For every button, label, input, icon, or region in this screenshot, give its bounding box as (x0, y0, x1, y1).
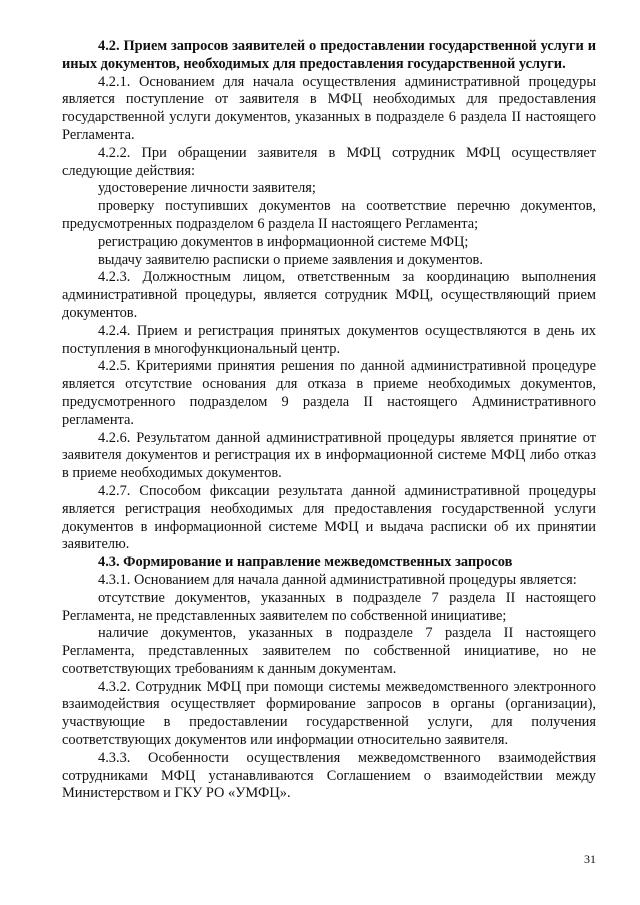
paragraph-4-3-2: 4.3.2. Сотрудник МФЦ при помощи системы межведомственного электронного взаимодействия осуществляет формирование запросов в органы (организации), участвующие в предоставлении государственной услуги, для получения соответствующих документов или информации относительно заявителя. (62, 678, 596, 749)
paragraph-4-3-3: 4.3.3. Особенности осуществления межведомственного взаимодействия сотрудниками МФЦ устанавливаются Соглашением о взаимодействии между Министерством и ГКУ РО «УМФЦ». (62, 749, 596, 802)
paragraph-4-2-3: 4.2.3. Должностным лицом, ответственным за координацию выполнения административной процедуры, является сотрудник МФЦ, осуществляющий прием документов. (62, 269, 596, 321)
paragraph-4-2-4: 4.2.4. Прием и регистрация принятых документов осуществляются в день их поступления в многофункциональный центр. (62, 322, 596, 357)
paragraph-4-2-6: 4.2.6. Результатом данной административной процедуры является принятие от заявителя документов и регистрация их в информационной системе МФЦ либо отказ в приеме необходимых документов. (62, 429, 596, 482)
section-4-2-heading: 4.2. Прием запросов заявителей о предоставлении государственной услуги и иных документов, необходимых для предоставления государственной услуги. (62, 38, 596, 72)
list-item-absence-documents: отсутствие документов, указанных в подразделе 7 раздела II настоящего Регламента, не представленных заявителем по собственной инициативе; (62, 589, 596, 624)
list-item-presence-documents: наличие документов, указанных в подразделе 7 раздела II настоящего Регламента, представленных заявителем по собственной инициативе, но не соответствующих требованиям к данным документам. (62, 625, 596, 677)
paragraph-4-2-2: 4.2.2. При обращении заявителя в МФЦ сотрудник МФЦ осуществляет следующие действия: (62, 144, 596, 179)
paragraph-4-3-1: 4.3.1. Основанием для начала данной административной процедуры является: (98, 571, 577, 588)
list-item-register-documents: регистрацию документов в информационной системе МФЦ; (98, 233, 469, 250)
document-body (62, 38, 596, 803)
paragraph-4-2-7: 4.2.7. Способом фиксации результата данной административной процедуры является регистрация необходимых для предоставления государственной услуги документов в информационной системе МФЦ и выдача расписки об их принятии заявителю. (62, 482, 596, 553)
list-item-identity: удостоверение личности заявителя; (98, 180, 316, 197)
section-4-3-heading: 4.3. Формирование и направление межведомственных запросов (98, 554, 513, 571)
paragraph-4-2-1: 4.2.1. Основанием для начала осуществления административной процедуры является поступление от заявителя в МФЦ необходимых для предоставления государственной услуги документов, указанных в подразделе 6 раздела II настоящего Регламента. (62, 73, 596, 143)
page-number: 31 (584, 852, 596, 866)
paragraph-4-2-5: 4.2.5. Критериями принятия решения по данной административной процедуре является отсутствие основания для отказа в приеме необходимых документов, предусмотренного подразделом 9 раздела II настоящего Административного регламента. (62, 358, 596, 428)
list-item-check-documents: проверку поступивших документов на соответствие перечню документов, предусмотренных подразделом 6 раздела II настоящего Регламента; (62, 198, 596, 232)
list-item-issue-receipt: выдачу заявителю расписки о приеме заявления и документов. (98, 251, 483, 268)
